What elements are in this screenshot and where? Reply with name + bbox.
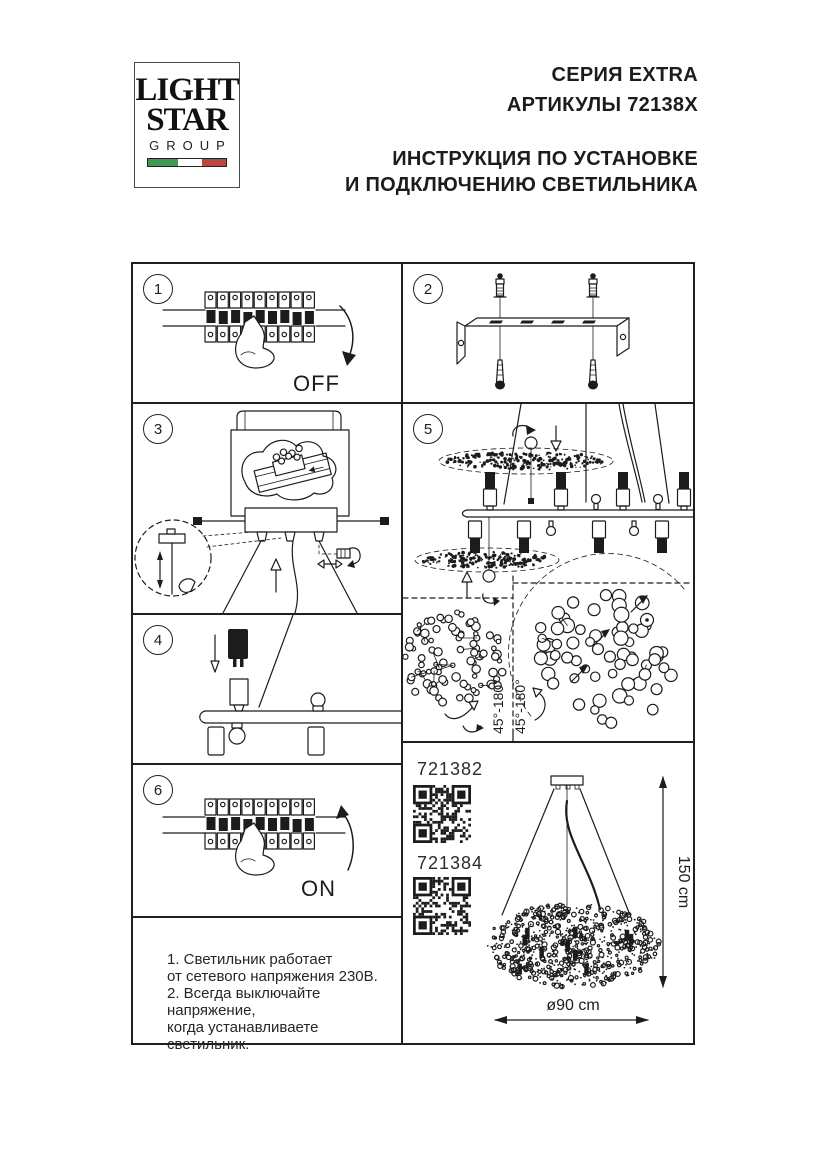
- step-number-4: 4: [143, 625, 173, 655]
- chandelier-dimension-drawing: [403, 743, 693, 1043]
- instruction-title: [345, 146, 698, 198]
- power-cable-icon: [566, 801, 600, 909]
- panel-step-6: [133, 765, 403, 918]
- hanger-bracket-icon: [237, 411, 341, 430]
- note-line-4: когда устанавливаете светильник.: [167, 1019, 319, 1053]
- lightstar-logo: [134, 62, 240, 188]
- series-title: СЕРИЯ EXTRA: [551, 64, 698, 86]
- panel-notes: [133, 918, 403, 1053]
- chandelier-ring: [487, 903, 661, 989]
- height-dimension-label: 150 cm: [675, 855, 692, 909]
- logo-line1: LIGHT: [135, 72, 239, 108]
- side-screw-right-icon: [380, 517, 389, 525]
- on-label: ON: [301, 876, 336, 901]
- socket-icon: [230, 679, 248, 705]
- panel-step-1: [133, 264, 403, 404]
- product-code-1: 721382: [417, 759, 484, 779]
- bulb-install-drawing: [133, 615, 401, 763]
- rotation-label-right: 45°-180°: [512, 679, 528, 734]
- dowel-left-icon: [494, 273, 506, 297]
- step-number-2: 2: [413, 274, 443, 304]
- g9-bulb-icon: [228, 629, 248, 659]
- articles-title: АРТИКУЛЫ 72138X: [506, 94, 698, 116]
- breaker-off-drawing: [133, 264, 401, 402]
- product-code-2: 721384: [417, 853, 484, 873]
- assembly-drawing: [403, 404, 693, 741]
- panel-step-4: [133, 615, 403, 765]
- bead-cluster-large: [534, 590, 677, 729]
- note-line-3: 2. Всегда выключайте напряжение,: [167, 985, 321, 1019]
- off-label: OFF: [293, 371, 340, 396]
- dowel-right-icon: [587, 273, 599, 297]
- bottom-disc-specks: [422, 551, 546, 569]
- note-line-1: 1. Светильник работает: [167, 951, 333, 968]
- diameter-dimension-label: ø90 cm: [546, 997, 600, 1014]
- ceiling-mount-drawing: [133, 404, 401, 613]
- bracket-drawing: [403, 264, 693, 402]
- panel-step-2: [403, 264, 693, 404]
- flag-red: [202, 159, 226, 166]
- mounting-bar-icon: [245, 508, 337, 532]
- logo-line2: STAR: [146, 102, 228, 138]
- instruction-title-line1: ИНСТРУКЦИЯ ПО УСТАНОВКЕ: [392, 148, 698, 170]
- flag-white: [178, 159, 202, 166]
- screw-left-icon: [495, 360, 505, 390]
- panel-product: [403, 743, 693, 1043]
- header-text: [345, 60, 698, 198]
- rotation-label-left: 45°-180°: [490, 679, 506, 734]
- step-number-3: 3: [143, 414, 173, 444]
- step-number-1: 1: [143, 274, 173, 304]
- rotate-off-arrow-icon: [340, 306, 353, 359]
- italian-flag-icon: [147, 158, 227, 167]
- canopy-icon: [551, 776, 583, 785]
- step-number-5: 5: [413, 414, 443, 444]
- screw-right-icon: [588, 360, 598, 390]
- grub-screw-icon: [337, 549, 350, 558]
- rotate-on-arrow-icon: [341, 811, 353, 870]
- panel-step-5: [403, 404, 693, 743]
- side-screw-left-icon: [193, 517, 202, 525]
- mounting-bracket-icon: [465, 318, 629, 326]
- breaker-on-drawing: [133, 765, 401, 916]
- flag-green: [148, 159, 178, 166]
- panel-step-3: [133, 404, 403, 615]
- instruction-title-line2: И ПОДКЛЮЧЕНИЮ СВЕТИЛЬНИКА: [344, 174, 698, 196]
- step-number-6: 6: [143, 775, 173, 805]
- top-disc-specks: [445, 451, 603, 470]
- note-line-2: от сетевого напряжения 230В.: [167, 968, 378, 985]
- logo-line3: GROUP: [149, 138, 232, 153]
- instruction-grid: [131, 262, 695, 1053]
